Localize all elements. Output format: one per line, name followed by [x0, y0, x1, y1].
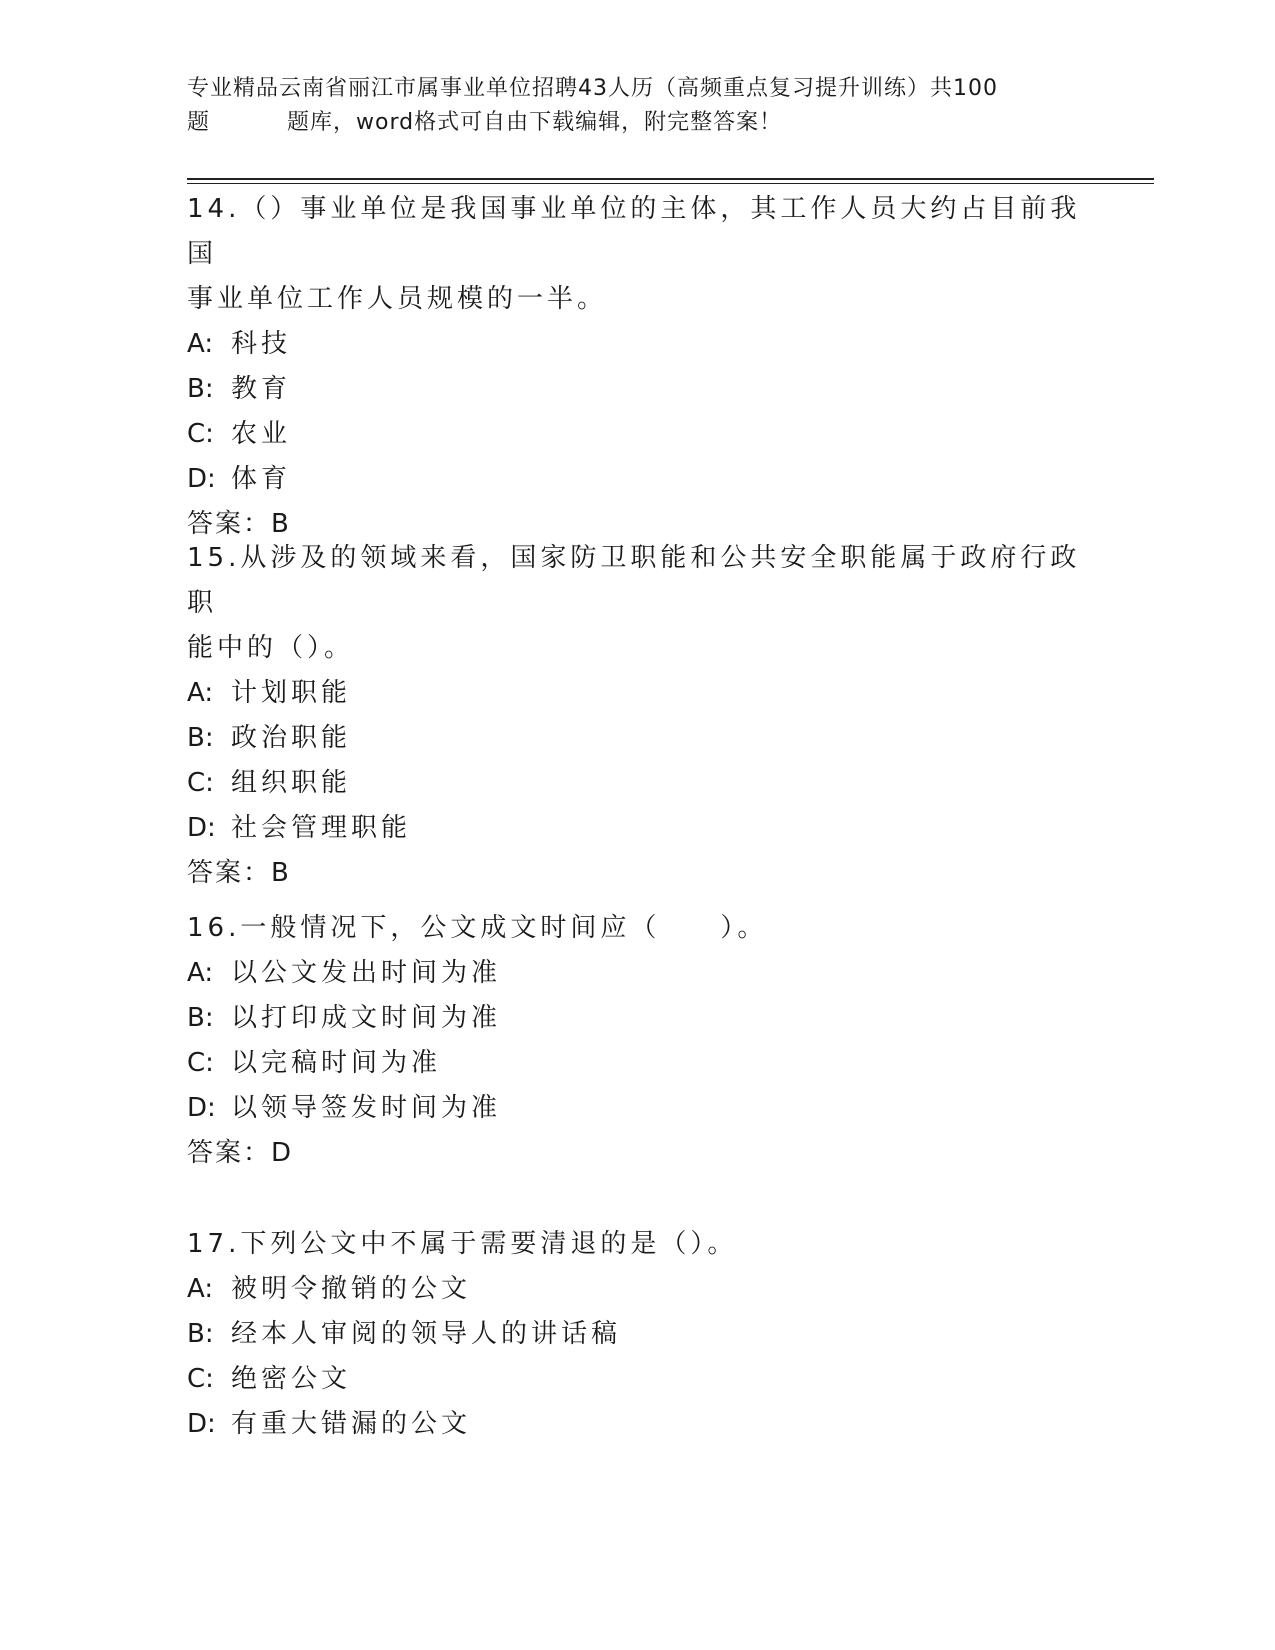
option-b — [187, 716, 1087, 761]
option-text: 以打印成文时间为准 — [231, 1003, 502, 1033]
option-d — [187, 1402, 1087, 1447]
option-c — [187, 1041, 1087, 1086]
option-key: B: — [187, 374, 214, 404]
option-b — [187, 367, 1087, 412]
option-key: A: — [187, 678, 214, 708]
option-text: 以公文发出时间为准 — [231, 958, 502, 988]
option-text: 教育 — [231, 374, 292, 404]
header-rule-thin — [187, 183, 1154, 184]
question-stem: 15.从涉及的领域来看，国家防卫职能和公共安全职能属于政府行政职 — [187, 543, 1081, 618]
option-c — [187, 1357, 1087, 1402]
answer-line: 答案：B — [187, 509, 291, 539]
option-key: B: — [187, 723, 214, 753]
option-key: D: — [187, 813, 216, 843]
answer-line: 答案：B — [187, 858, 291, 888]
option-text: 计划职能 — [231, 678, 352, 708]
option-key: D: — [187, 1093, 216, 1123]
question-stem: 16.一般情况下，公文成文时间应（ ）。 — [187, 913, 768, 943]
option-a — [187, 322, 1087, 367]
option-text: 农业 — [231, 419, 292, 449]
option-text: 以领导签发时间为准 — [231, 1093, 502, 1123]
option-key: D: — [187, 464, 216, 494]
option-text: 社会管理职能 — [231, 813, 412, 843]
option-a — [187, 671, 1087, 716]
question-14 — [187, 187, 1087, 547]
option-text: 绝密公文 — [231, 1364, 352, 1394]
header-title-line1: 专业精品云南省丽江市属事业单位招聘43人历（高频重点复习提升训练）共100 — [187, 76, 998, 101]
option-key: C: — [187, 1048, 214, 1078]
option-key: A: — [187, 1274, 214, 1304]
option-d — [187, 457, 1087, 502]
header-title-line2-right: 题库，word格式可自由下载编辑，附完整答案！ — [287, 110, 783, 135]
option-text: 组织职能 — [231, 768, 352, 798]
option-d — [187, 806, 1087, 851]
option-b — [187, 1312, 1087, 1357]
option-key: C: — [187, 768, 214, 798]
option-text: 经本人审阅的领导人的讲话稿 — [231, 1319, 622, 1349]
option-text: 政治职能 — [231, 723, 352, 753]
option-text: 以完稿时间为准 — [231, 1048, 442, 1078]
option-text: 有重大错漏的公文 — [231, 1409, 472, 1439]
question-16 — [187, 906, 1087, 1176]
question-stem-continued: 事业单位工作人员规模的一半。 — [187, 284, 608, 314]
option-a — [187, 951, 1087, 996]
question-stem: 17.下列公文中不属于需要清退的是（）。 — [187, 1229, 738, 1259]
option-key: B: — [187, 1319, 214, 1349]
option-key: A: — [187, 329, 214, 359]
question-17 — [187, 1222, 1087, 1447]
option-b — [187, 996, 1087, 1041]
option-text: 科技 — [231, 329, 292, 359]
header-rule-thick — [187, 178, 1154, 180]
header-title-line2-left: 题 — [187, 110, 211, 135]
answer-line: 答案：D — [187, 1138, 294, 1168]
option-key: B: — [187, 1003, 214, 1033]
option-text: 被明令撤销的公文 — [231, 1274, 472, 1304]
option-key: C: — [187, 1364, 214, 1394]
option-d — [187, 1086, 1087, 1131]
question-15 — [187, 536, 1087, 896]
option-c — [187, 412, 1087, 457]
option-key: C: — [187, 419, 214, 449]
option-key: A: — [187, 958, 214, 988]
option-text: 体育 — [231, 464, 292, 494]
page-header — [187, 72, 1087, 140]
option-a — [187, 1267, 1087, 1312]
option-key: D: — [187, 1409, 216, 1439]
question-stem-continued: 能中的（）。 — [187, 633, 355, 663]
option-c — [187, 761, 1087, 806]
question-stem: 14.（）事业单位是我国事业单位的主体，其工作人员大约占目前我国 — [187, 194, 1081, 269]
header-title-line2 — [187, 106, 1087, 140]
